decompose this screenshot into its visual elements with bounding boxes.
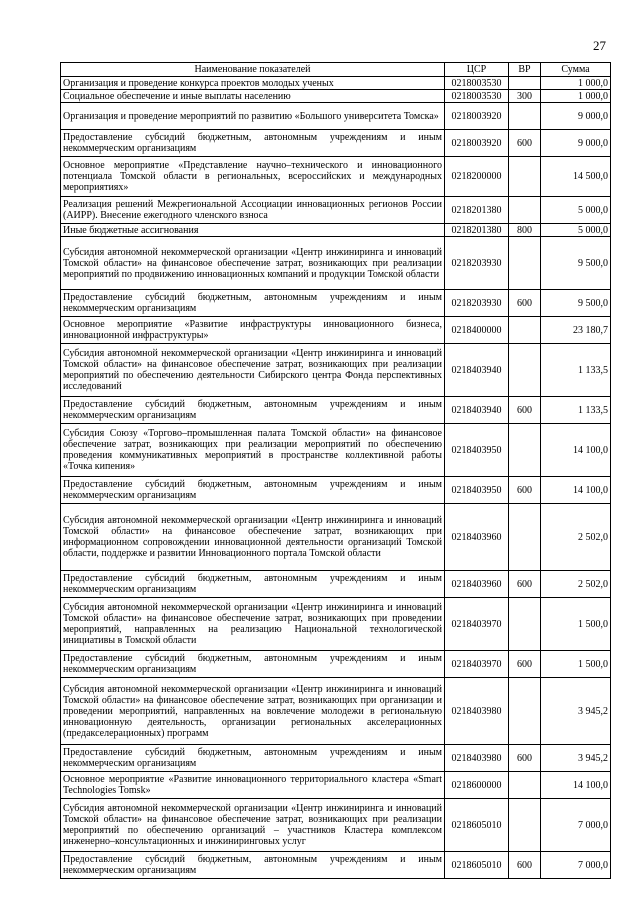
header-sum: Сумма [541, 63, 611, 77]
table-row [61, 197, 611, 224]
row-csr-cell: 0218403950 [445, 477, 509, 504]
row-sum-cell: 1 133,5 [541, 397, 611, 424]
row-vr-cell [509, 799, 541, 852]
row-name-cell: Предоставление субсидий бюджетным, автономным учреждениям и иным некоммерческим организациям [61, 397, 445, 424]
header-csr: ЦСР [445, 63, 509, 77]
row-vr-cell [509, 237, 541, 290]
row-vr-cell [509, 678, 541, 745]
row-csr-cell: 0218201380 [445, 197, 509, 224]
row-name-cell: Субсидия автономной некоммерческой организации «Центр инжиниринга и инноваций Томской области» на финансовое обеспечение затрат, возникающих при проведении мероприятий, направленных на реализацию Национальной технологической инициативы в Томской области [61, 598, 445, 651]
row-name-cell: Социальное обеспечение и иные выплаты населению [61, 90, 445, 103]
row-name-cell: Предоставление субсидий бюджетным, автономным учреждениям и иным некоммерческим организациям [61, 852, 445, 879]
table-row [61, 598, 611, 651]
row-csr-cell: 0218203930 [445, 290, 509, 317]
row-name-cell: Организация и проведение конкурса проектов молодых ученых [61, 77, 445, 90]
table-row [61, 397, 611, 424]
row-sum-cell: 9 500,0 [541, 237, 611, 290]
row-sum-cell: 14 500,0 [541, 157, 611, 197]
row-sum-cell: 1 500,0 [541, 651, 611, 678]
row-sum-cell: 2 502,0 [541, 571, 611, 598]
row-name-cell: Организация и проведение мероприятий по развитию «Большого университета Томска» [61, 103, 445, 130]
budget-table [60, 62, 611, 879]
header-name: Наименование показателей [61, 63, 445, 77]
row-csr-cell: 0218003530 [445, 90, 509, 103]
row-sum-cell: 5 000,0 [541, 197, 611, 224]
row-vr-cell: 800 [509, 224, 541, 237]
row-sum-cell: 9 000,0 [541, 130, 611, 157]
table-row [61, 799, 611, 852]
row-vr-cell [509, 598, 541, 651]
row-vr-cell: 600 [509, 745, 541, 772]
row-sum-cell: 9 500,0 [541, 290, 611, 317]
row-sum-cell: 3 945,2 [541, 745, 611, 772]
row-name-cell: Субсидия автономной некоммерческой организации «Центр инжиниринга и инноваций Томской области» на финансовое обеспечение затрат, возникающих при реализации мероприятий по обеспечению деятельности Сибирского центра Фонда перспективных исследований [61, 344, 445, 397]
table-row [61, 317, 611, 344]
table-body [61, 77, 611, 879]
row-vr-cell [509, 424, 541, 477]
table-row [61, 157, 611, 197]
row-csr-cell: 0218605010 [445, 852, 509, 879]
row-name-cell: Субсидия автономной некоммерческой организации «Центр инжиниринга и инноваций Томской области» на финансовое обеспечение затрат, возникающих при организации и проведении мероприятий, направленных на вовлечение молодежи в региональную инновационную деятельность, организации региональных акселерационных (предакселерационных) программ [61, 678, 445, 745]
row-vr-cell [509, 157, 541, 197]
row-name-cell: Субсидия автономной некоммерческой организации «Центр инжиниринга и инноваций Томской области» на финансовое обеспечение затрат, возникающих при реализации мероприятий по обеспечению организаций – участников Кластера комплексом инженерно–консультационных и инжиниринговых услуг [61, 799, 445, 852]
table-row [61, 77, 611, 90]
table-row [61, 571, 611, 598]
table-row [61, 237, 611, 290]
row-name-cell: Субсидия Союзу «Торгово–промышленная палата Томской области» на финансовое обеспечение затрат, возникающих при реализации мероприятий по обеспечению проведения коммуникативных мероприятий в пространстве коллективной работы «Точка кипения» [61, 424, 445, 477]
row-sum-cell: 1 000,0 [541, 77, 611, 90]
row-vr-cell: 600 [509, 571, 541, 598]
row-sum-cell: 9 000,0 [541, 103, 611, 130]
row-vr-cell [509, 77, 541, 90]
row-vr-cell: 600 [509, 290, 541, 317]
row-vr-cell: 600 [509, 852, 541, 879]
row-sum-cell: 3 945,2 [541, 678, 611, 745]
table-row [61, 224, 611, 237]
row-vr-cell: 600 [509, 130, 541, 157]
table-row [61, 477, 611, 504]
row-vr-cell [509, 317, 541, 344]
row-name-cell: Предоставление субсидий бюджетным, автономным учреждениям и иным некоммерческим организациям [61, 130, 445, 157]
row-sum-cell: 5 000,0 [541, 224, 611, 237]
row-name-cell: Предоставление субсидий бюджетным, автономным учреждениям и иным некоммерческим организациям [61, 745, 445, 772]
row-vr-cell [509, 103, 541, 130]
table-row [61, 745, 611, 772]
row-vr-cell: 600 [509, 651, 541, 678]
row-sum-cell: 1 133,5 [541, 344, 611, 397]
row-csr-cell: 0218003920 [445, 130, 509, 157]
row-name-cell: Основное мероприятие «Развитие инфраструктуры инновационного бизнеса, инновационной инфраструктуры» [61, 317, 445, 344]
row-name-cell: Субсидия автономной некоммерческой организации «Центр инжиниринга и инноваций Томской области» на финансовое обеспечение затрат, возникающих при реализации мероприятий по продвижению инновационных компаний и продукции Томской области [61, 237, 445, 290]
row-vr-cell: 600 [509, 397, 541, 424]
row-vr-cell [509, 344, 541, 397]
table-row [61, 772, 611, 799]
row-name-cell: Иные бюджетные ассигнования [61, 224, 445, 237]
row-name-cell: Предоставление субсидий бюджетным, автономным учреждениям и иным некоммерческим организациям [61, 477, 445, 504]
table-row [61, 290, 611, 317]
table-row [61, 504, 611, 571]
row-csr-cell: 0218403940 [445, 344, 509, 397]
row-sum-cell: 14 100,0 [541, 477, 611, 504]
row-name-cell: Основное мероприятие «Представление научно–технического и инновационного потенциала Томской области в региональных, всероссийских и международных мероприятиях» [61, 157, 445, 197]
row-name-cell: Основное мероприятие «Развитие инновационного территориального кластера «Smart Technologies Tomsk» [61, 772, 445, 799]
row-csr-cell: 0218200000 [445, 157, 509, 197]
table-row [61, 344, 611, 397]
row-name-cell: Предоставление субсидий бюджетным, автономным учреждениям и иным некоммерческим организациям [61, 290, 445, 317]
row-vr-cell: 600 [509, 477, 541, 504]
table-row [61, 424, 611, 477]
row-csr-cell: 0218403980 [445, 745, 509, 772]
row-sum-cell: 23 180,7 [541, 317, 611, 344]
row-csr-cell: 0218403940 [445, 397, 509, 424]
row-name-cell: Предоставление субсидий бюджетным, автономным учреждениям и иным некоммерческим организациям [61, 651, 445, 678]
row-sum-cell: 14 100,0 [541, 772, 611, 799]
row-csr-cell: 0218003530 [445, 77, 509, 90]
row-csr-cell: 0218605010 [445, 799, 509, 852]
row-sum-cell: 7 000,0 [541, 799, 611, 852]
row-csr-cell: 0218403960 [445, 504, 509, 571]
row-vr-cell [509, 772, 541, 799]
row-vr-cell: 300 [509, 90, 541, 103]
row-csr-cell: 0218201380 [445, 224, 509, 237]
row-sum-cell: 2 502,0 [541, 504, 611, 571]
row-sum-cell: 14 100,0 [541, 424, 611, 477]
header-vr: ВР [509, 63, 541, 77]
row-vr-cell [509, 504, 541, 571]
row-csr-cell: 0218203930 [445, 237, 509, 290]
table-row [61, 90, 611, 103]
table-row [61, 852, 611, 879]
row-vr-cell [509, 197, 541, 224]
row-csr-cell: 0218403960 [445, 571, 509, 598]
table-row [61, 678, 611, 745]
table-row [61, 130, 611, 157]
row-csr-cell: 0218403970 [445, 598, 509, 651]
page-number: 27 [593, 38, 606, 53]
table-row [61, 103, 611, 130]
row-name-cell: Субсидия автономной некоммерческой организации «Центр инжиниринга и инноваций Томской области» на финансовое обеспечение затрат, возникающих при информационном сопровождении инновационной деятельности организаций Томской области, поддержке и развитии Инновационного портала Томской области [61, 504, 445, 571]
row-csr-cell: 0218400000 [445, 317, 509, 344]
row-sum-cell: 1 500,0 [541, 598, 611, 651]
row-csr-cell: 0218003920 [445, 103, 509, 130]
row-csr-cell: 0218403950 [445, 424, 509, 477]
row-sum-cell: 7 000,0 [541, 852, 611, 879]
row-name-cell: Реализация решений Межрегиональной Ассоциации инновационных регионов России (АИРР). Внесение ежегодного членского взноса [61, 197, 445, 224]
table-header-row [61, 63, 611, 77]
row-csr-cell: 0218403980 [445, 678, 509, 745]
row-csr-cell: 0218403970 [445, 651, 509, 678]
row-name-cell: Предоставление субсидий бюджетным, автономным учреждениям и иным некоммерческим организациям [61, 571, 445, 598]
row-sum-cell: 1 000,0 [541, 90, 611, 103]
table-row [61, 651, 611, 678]
row-csr-cell: 0218600000 [445, 772, 509, 799]
